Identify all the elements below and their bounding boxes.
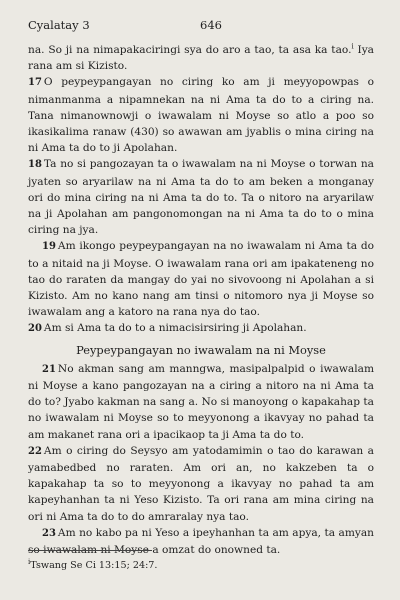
body-text xyxy=(28,42,374,558)
verse-number: 20 xyxy=(28,323,42,335)
verse-number: 23 xyxy=(42,527,56,539)
paragraph-text: Am si Ama ta do to a nimacisirsiring ji Apolahan. xyxy=(43,322,307,335)
footnote-marker: i xyxy=(28,557,31,566)
verse-number: 22 xyxy=(28,445,42,457)
paragraph-text: Am no kabo pa ni Yeso a ipeyhanhan ta am apya, ta amyan so iwawalam ni Moyse a omzat do onowned ta. xyxy=(28,526,374,557)
footnote-divider xyxy=(28,550,152,551)
footnote xyxy=(28,557,158,571)
footnote-text: Tswang Se Ci 13:15; 24:7. xyxy=(30,560,158,571)
paragraph-text: Am ikongo peypeypangayan na no iwawalam ni Ama ta do to a nitaid na ji Moyse. O iwawalam rana ori am ipakateneng no tao do raraten da mangay do yai no sivovoong ni Apolahan a si Kizisto. Am no kano nang am tinsi o nitomoro nya ji Moyse so iwawalam ang a katoro na rana nya do tao. xyxy=(28,240,374,319)
paragraph-text: O peypeypangayan no ciring ko am ji meyyopowpas o nimanmanma a nipamnekan na ni Ama ta do to a ciring na. Tana nimanownowji o iwawalam ni Moyse so atlo a poo so ikasikalima ranaw (430) so awawan am jyablis o mina ciring na ni Ama ta do to ji Apolahan. xyxy=(28,76,374,155)
paragraph-text: Am o ciring do Seysyo am yatodamimin o tao do karawan a yamabedbed no raraten. Am ori an, no kakzeben ta o kapakahap ta so to meyyonong a ikavyay no pahad ta am kapeyhanhan ta ni Yeso Kizisto. Ta ori rana am mina ciring na ori ni Ama ta do to do amraralay nya tao. xyxy=(28,444,374,523)
paragraph xyxy=(28,156,374,238)
paragraph xyxy=(28,525,374,558)
page-number: 646 xyxy=(200,18,222,32)
paragraph-text: Ta no si pangozayan ta o iwawalam na ni Moyse o torwan na jyaten so aryarilaw na ni Ama ta do to am beken a monganay ori do mina ciring na ni Ama ta do to. Ta o nitoro na aryarilaw na ji Apolahan am pangonomongan na ni Ama ta do to o mina ciring na jya. xyxy=(28,158,374,237)
verse-number: 18 xyxy=(28,159,42,171)
bottom-paragraphs xyxy=(28,361,374,558)
page-header xyxy=(28,18,374,36)
footnote-ref: i xyxy=(351,42,354,51)
verse-number: 19 xyxy=(42,241,56,253)
verse-number: 21 xyxy=(42,363,56,375)
paragraph xyxy=(28,74,374,156)
section-title: Peypeypangayan no iwawalam na ni Moyse xyxy=(76,342,326,357)
verse-number: 17 xyxy=(28,77,42,89)
paragraph-text: No akman sang am manngwa, masipalpalpid o iwawalam ni Moyse a kano pangozayan na a ciring a nitoro na ni Ama ta do to? Jyabo kakman na sang a. No si manoyong o kapakahap ta no iwawalam ni Moyse so to meyyonong a ikavyay no pahad ta am makanet rana ori a ipacikaop ta ji Ama ta do to. xyxy=(28,362,374,441)
paragraph xyxy=(28,320,374,337)
book-title: Cyalatay 3 xyxy=(28,18,90,32)
paragraph xyxy=(28,361,374,443)
paragraph-text: na. So ji na nimapakaciringi sya do aro a tao, ta asa ka tao. xyxy=(28,44,352,56)
top-paragraphs xyxy=(28,42,374,338)
paragraph xyxy=(28,443,374,525)
paragraph xyxy=(28,238,374,320)
paragraph-text-cont: Iya rana am si Kizisto. xyxy=(28,44,374,73)
paragraph xyxy=(28,42,374,74)
